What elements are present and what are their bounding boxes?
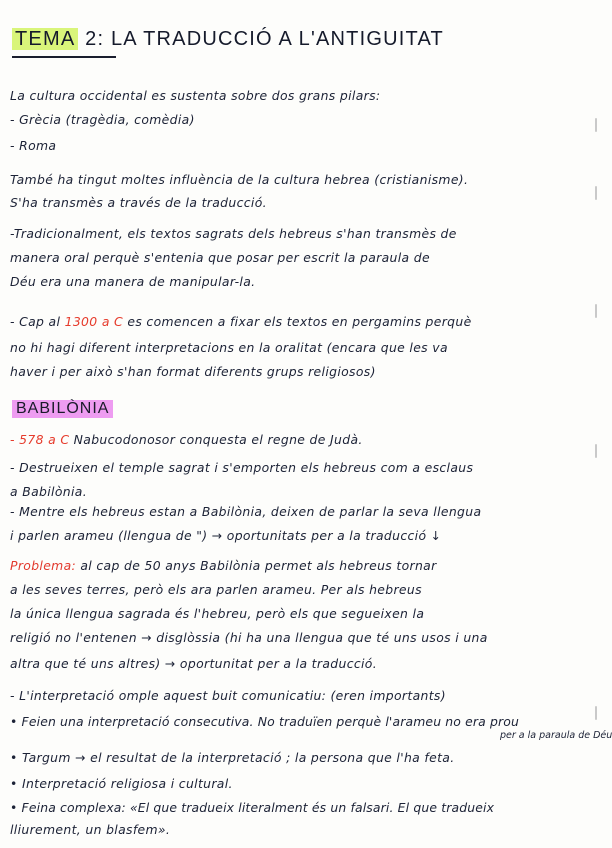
- text-fragment: - Cap al: [10, 314, 65, 329]
- text-line: la única llengua sagrada és l'hebreu, però els que segueixen la: [10, 606, 425, 621]
- text-line: no hi hagi diferent interpretacions en la oralitat (encara que les va: [10, 340, 448, 355]
- text-line: -Tradicionalment, els textos sagrats dels hebreus s'han transmès de: [10, 226, 457, 241]
- text-line: - Roma: [10, 138, 57, 153]
- text-line: manera oral perquè s'entenia que posar per escrit la paraula de: [10, 250, 430, 265]
- text-line: - Grècia (tragèdia, comèdia): [10, 112, 195, 127]
- text-line: a les seves terres, però els ara parlen arameu. Per als hebreus: [10, 582, 422, 597]
- text-line: lliurement, un blasfem».: [10, 822, 171, 837]
- text-line: a Babilònia.: [10, 484, 87, 499]
- margin-note: per a la paraula de Déu: [500, 730, 612, 741]
- page-edge-mark: [595, 706, 597, 720]
- section-heading: BABILÒNIA: [12, 400, 113, 418]
- text-line: També ha tingut moltes influència de la cultura hebrea (cristianisme).: [10, 172, 469, 187]
- text-line: [10, 558, 437, 573]
- year-highlight: 1300 a C: [64, 314, 124, 329]
- text-line: • Feina complexa: «El que tradueix literalment és un falsari. El que tradueix: [10, 800, 495, 815]
- title-underline: [12, 56, 116, 58]
- text-fragment: al cap de 50 anys Babilònia permet als hebreus tornar: [76, 558, 437, 573]
- page-title: [12, 28, 444, 51]
- text-line: S'ha transmès a través de la traducció.: [10, 195, 267, 210]
- year-highlight: 578 a C: [19, 432, 70, 447]
- text-line: [10, 314, 472, 329]
- text-line: - Destrueixen el temple sagrat i s'emporten els hebreus com a esclaus: [10, 460, 474, 475]
- text-line: religió no l'entenen → disglòssia (hi ha una llengua que té uns usos i una: [10, 630, 488, 645]
- title-number: 2: [85, 28, 98, 50]
- text-fragment: Nabucodonosor conquesta el regne de Judà.: [69, 432, 363, 447]
- text-line: • Interpretació religiosa i cultural.: [10, 776, 233, 791]
- page-edge-mark: [595, 304, 597, 318]
- problem-label: Problema:: [10, 558, 77, 573]
- text-line: - L'interpretació omple aquest buit comunicatiu: (eren importants): [10, 688, 446, 703]
- text-line: • Feien una interpretació consecutiva. No traduïen perquè l'arameu no era prou: [10, 714, 519, 729]
- title-tema: TEMA: [12, 28, 78, 50]
- page-edge-mark: [595, 444, 597, 458]
- text-line: haver i per això s'han format diferents grups religiosos): [10, 364, 376, 379]
- text-fragment: -: [10, 432, 20, 447]
- page-edge-mark: [595, 186, 597, 200]
- text-line: [10, 432, 363, 447]
- text-line: i parlen arameu (llengua de ") → oportunitats per a la traducció ↓: [10, 528, 442, 543]
- text-line: Déu era una manera de manipular-la.: [10, 274, 256, 289]
- page-edge-mark: [595, 118, 597, 132]
- text-line: La cultura occidental es sustenta sobre dos grans pilars:: [10, 88, 381, 103]
- text-fragment: es comencen a fixar els textos en pergamins perquè: [123, 314, 472, 329]
- text-line: altra que té uns altres) → oportunitat per a la traducció.: [10, 656, 378, 671]
- text-line: • Targum → el resultat de la interpretació ; la persona que l'ha feta.: [10, 750, 455, 765]
- text-line: - Mentre els hebreus estan a Babilònia, deixen de parlar la seva llengua: [10, 504, 482, 519]
- title-rest: : LA TRADUCCIÓ A L'ANTIGUITAT: [97, 28, 444, 50]
